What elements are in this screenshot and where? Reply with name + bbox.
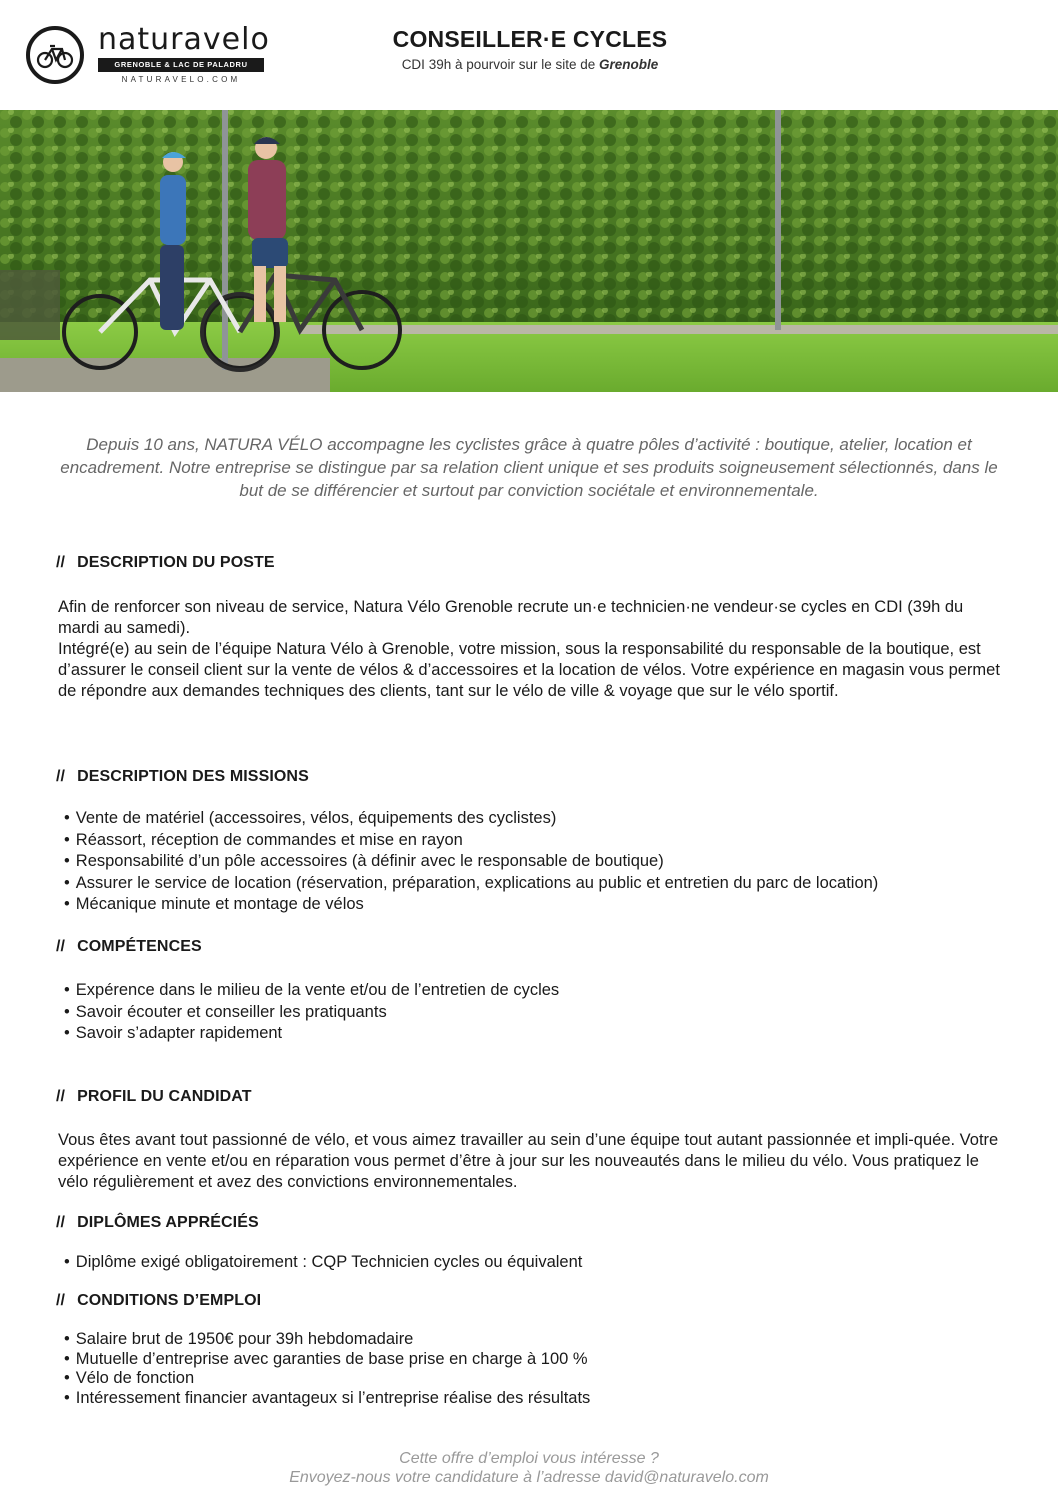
section-prefix: // xyxy=(56,554,66,571)
section-title-diplomes xyxy=(56,1214,259,1232)
list-item: • Savoir s’adapter rapidement xyxy=(64,1023,559,1045)
list-item: • Mécanique minute et montage de vélos xyxy=(64,894,878,916)
section-prefix: // xyxy=(56,1088,66,1105)
application-footer xyxy=(200,1449,858,1487)
profil-description: Vous êtes avant tout passionné de vélo, et vous aimez travailler au sein d’une équipe tout autant passionnée et impli-quée. Votre expérience en vente et/ou en réparation vous permet d’être à jour sur les nouveautés dans le milieu du vélo. Vous pratiquez le vélo régulièrement et avez des convictions environnementales. xyxy=(58,1131,999,1191)
logo-url: NATURAVELO.COM xyxy=(121,75,241,84)
job-title: CONSEILLER·E CYCLES xyxy=(392,26,668,52)
logo-tagline: GRENOBLE & LAC DE PALADRU xyxy=(98,58,264,72)
list-item: • Salaire brut de 1950€ pour 39h hebdomadaire xyxy=(64,1330,590,1350)
missions-list xyxy=(64,808,878,916)
company-intro: Depuis 10 ans, NATURA VÉLO accompagne les cyclistes grâce à quatre pôles d’activité : boutique, atelier, location et encadrement. Notre entreprise se distingue par sa relation client unique et ses produits soigneusement sélectionnés, dans le but de se différencier et surtout par conviction sociétale et environnementale. xyxy=(60,435,998,500)
list-item: • Expérence dans le milieu de la vente et/ou de l’entretien de cycles xyxy=(64,980,559,1002)
list-item: • Vente de matériel (accessoires, vélos, équipements des cyclistes) xyxy=(64,808,878,830)
list-item: • Responsabilité d’un pôle accessoires (à définir avec le responsable de boutique) xyxy=(64,851,878,873)
footer-question: Cette offre d’emploi vous intéresse ? xyxy=(399,1450,659,1467)
section-heading: COMPÉTENCES xyxy=(77,938,202,955)
section-prefix: // xyxy=(56,1292,66,1309)
section-heading: DESCRIPTION DU POSTE xyxy=(77,554,275,571)
section-prefix: // xyxy=(56,1214,66,1231)
section-prefix: // xyxy=(56,768,66,785)
section-heading: DESCRIPTION DES MISSIONS xyxy=(77,768,309,785)
section-title-poste xyxy=(56,554,275,572)
conditions-list xyxy=(64,1330,590,1408)
logo-wordmark: naturavelo xyxy=(98,22,270,57)
poste-description: Afin de renforcer son niveau de service, Natura Vélo Grenoble recrute un·e technicien·ne vendeur·se cycles en CDI (39h du mardi au samedi). Intégré(e) au sein de l’équipe Natura Vélo à Grenoble, votre mission, sous la responsabilité du responsable de la boutique, est d’assurer le conseil client sur la vente de vélos & d’accessoires et la location de vélos. Votre expérience en magasin vous permet de répondre aux demandes techniques des clients, tant sur le vélo de ville & voyage que sur le vélo sportif. xyxy=(58,598,1000,700)
job-subtitle-text: CDI 39h à pourvoir sur le site de xyxy=(401,57,600,72)
cyclists-banner-image xyxy=(0,110,1058,392)
section-prefix: // xyxy=(56,938,66,955)
list-item: • Intéressement financier avantageux si l’entreprise réalise des résultats xyxy=(64,1389,590,1409)
section-title-missions xyxy=(56,768,309,786)
list-item: • Vélo de fonction xyxy=(64,1369,590,1389)
section-title-profil xyxy=(56,1088,252,1106)
competences-list xyxy=(64,980,559,1045)
list-item: • Diplôme exigé obligatoirement : CQP Technicien cycles ou équivalent xyxy=(64,1252,582,1274)
section-heading: DIPLÔMES APPRÉCIÉS xyxy=(77,1214,259,1231)
section-title-conditions xyxy=(56,1292,261,1310)
section-heading: PROFIL DU CANDIDAT xyxy=(77,1088,252,1105)
diplomes-list xyxy=(64,1252,582,1274)
job-city: Grenoble xyxy=(599,57,659,72)
section-heading: CONDITIONS D’EMPLOI xyxy=(77,1292,262,1309)
list-item: • Assurer le service de location (réservation, préparation, explications au public et entretien du parc de location) xyxy=(64,873,878,895)
bicycle-logo-icon xyxy=(26,26,84,84)
job-subtitle xyxy=(330,57,730,72)
naturavelo-logo xyxy=(26,22,270,92)
list-item: • Savoir écouter et conseiller les pratiquants xyxy=(64,1002,559,1024)
list-item: • Mutuelle d’entreprise avec garanties de base prise en charge à 100 % xyxy=(64,1350,590,1370)
footer-contact: Envoyez-nous votre candidature à l’adresse david@naturavelo.com xyxy=(289,1469,769,1486)
section-title-competences xyxy=(56,938,202,956)
list-item: • Réassort, réception de commandes et mise en rayon xyxy=(64,830,878,852)
